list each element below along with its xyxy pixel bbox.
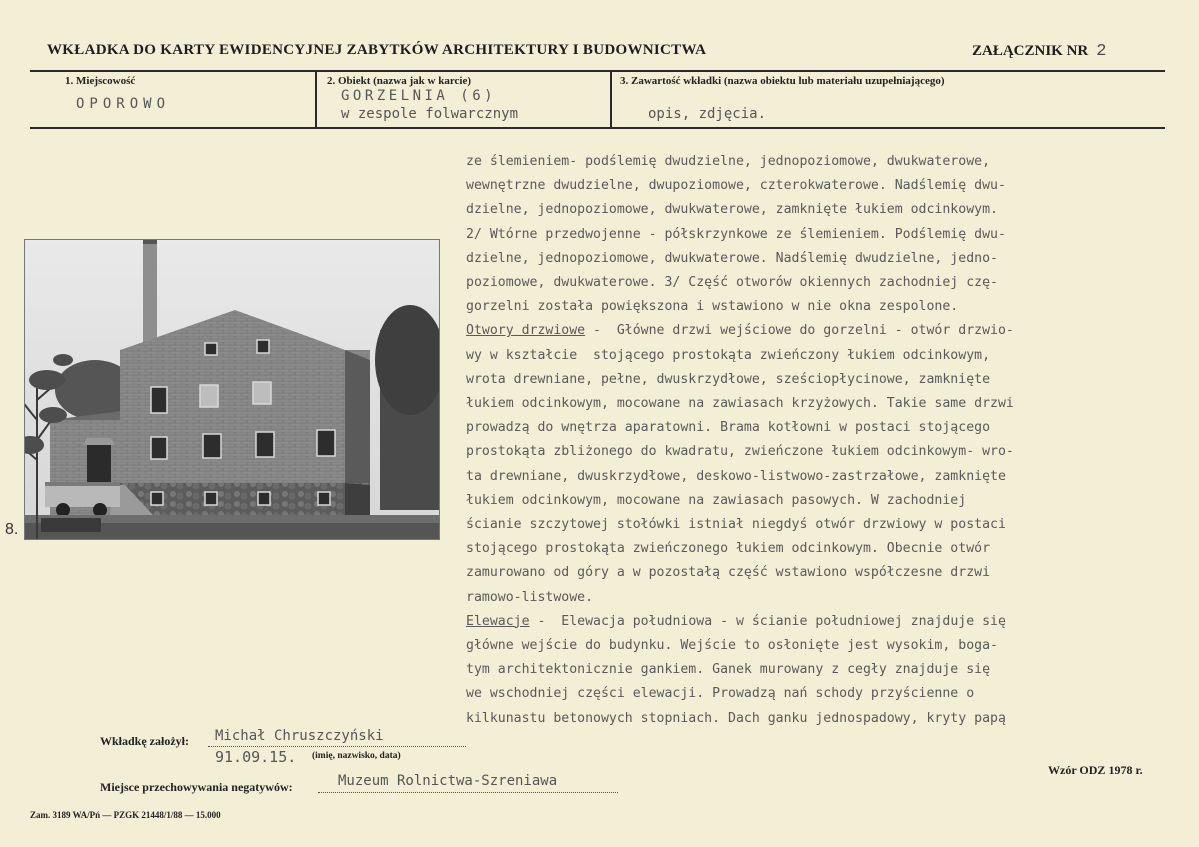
text-line: prowadzą do wnętrza aparatowni. Brama kotłowni w postaci stojącego: [466, 420, 991, 436]
form-title: WKŁADKA DO KARTY EWIDENCYJNEJ ZABYTKÓW ARCHITEKTURY I BUDOWNICTWA: [47, 42, 707, 58]
locality-value: OPOROWO: [76, 96, 171, 112]
text-line: dzielne, jednopoziomowe, dwukwaterowe. Nadślemię dwudzielne, jedno-: [466, 250, 998, 266]
text-line: 2/ Wtórne przedwojenne - półskrzynkowe ze ślemieniem. Podślemię dwu-: [466, 226, 1006, 242]
text-line: ścianie szczytowej stołówki istniał niegdyś otwór drzwiowy w postaci: [466, 517, 1006, 533]
text-line: ramowo-listwowe.: [466, 589, 594, 605]
text-line: łukiem odcinkowym, mocowane na zawiasach pasowych. W zachodniej: [466, 492, 967, 508]
text-line: we wschodniej części elewacji. Prowadzą nań schody przyścienne o: [466, 686, 975, 702]
header-rule-bottom: [30, 127, 1165, 129]
text-line-rest: - Główne drzwi wejściowe do gorzelni - otwór drzwio-: [585, 323, 1014, 339]
annex-label-text: ZAŁĄCZNIK NR: [972, 43, 1089, 59]
negatives-line: [318, 792, 618, 793]
text-line: zamurowano od góry a w pozostałą część wstawiono współczesne drzwi: [466, 565, 991, 581]
created-date: 91.09.15.: [215, 748, 297, 766]
text-line: ta drewniane, dwuskrzydłowe, deskowo-listwowo-zastrzałowe, zamknięte: [466, 468, 1006, 484]
created-by-name: Michał Chruszczyński: [215, 728, 384, 744]
field-divider-1: [315, 72, 317, 127]
text-line: gorzelni została powiększona i wstawiono w nie okna zespolone.: [466, 299, 959, 315]
distillery-photo-image: [25, 240, 439, 539]
negatives-location: Muzeum Rolnictwa-Szreniawa: [338, 773, 558, 789]
building-photo: [24, 239, 440, 540]
contents-value: opis, zdjęcia.: [648, 106, 767, 122]
text-line: wewnętrzne dwudzielne, dwupoziomowe, czterokwaterowe. Nadślemię dwu-: [466, 178, 1006, 194]
header-rule-top: [30, 70, 1165, 72]
description-text: [466, 150, 1166, 731]
text-line: łukiem odcinkowym, mocowane na zawiasach krzyżowych. Takie same drzwi: [466, 396, 1014, 412]
text-line: [466, 610, 1166, 634]
negatives-label: Miejsce przechowywania negatywów:: [100, 780, 293, 794]
field-divider-2: [610, 72, 612, 127]
text-line: ze ślemieniem- podślemię dwudzielne, jednopoziomowe, dwukwaterowe,: [466, 154, 991, 169]
text-line-rest: - Elewacja południowa - w ścianie południowej znajduje się: [529, 613, 1006, 629]
object-label: 2. Obiekt (nazwa jak w karcie): [327, 75, 472, 87]
text-line: kilkunastu betonowych stopniach. Dach ganku jednospadowy, kryty papą: [466, 710, 1006, 726]
text-line: tym architektonicznie gankiem. Ganek murowany z cegły znajduje się: [466, 662, 991, 678]
text-line: dzielne, jednopoziomowe, dwukwaterowe, zamknięte łukiem odcinkowym.: [466, 202, 998, 218]
object-context: w zespole folwarcznym: [341, 106, 519, 122]
annex-number: 2: [1096, 42, 1107, 61]
created-by-label: Wkładkę założył:: [100, 734, 189, 748]
text-line: wrota drewniane, pełne, dwuskrzydłowe, sześciopłycinowe, zamknięte: [466, 371, 991, 387]
form-version: Wzór ODZ 1978 r.: [1048, 763, 1143, 777]
photo-number: 8.: [5, 521, 19, 538]
object-value: GORZELNIA (6): [341, 88, 497, 104]
locality-label: 1. Miejscowość: [65, 75, 136, 87]
annex-label: [972, 42, 1106, 61]
text-line: stojącego prostokąta zwieńczonego łukiem odcinkowym. Obecnie otwór: [466, 541, 991, 557]
text-line: poziomowe, dwukwaterowe. 3/ Część otworów okiennych zachodniej czę-: [466, 275, 998, 291]
print-code: Zam. 3189 WA/Pń — PZGK 21448/1/88 — 15.000: [30, 810, 221, 820]
text-line: główne wejście do budynku. Wejście to osłonięte jest wysokim, boga-: [466, 638, 998, 654]
text-line: [466, 319, 1166, 343]
section-heading-elevations: Elewacje: [466, 613, 530, 629]
created-by-line: [208, 746, 466, 747]
section-heading-doors: Otwory drzwiowe: [466, 323, 586, 339]
contents-label: 3. Zawartość wkładki (nazwa obiektu lub materiału uzupełniającego): [620, 75, 945, 87]
created-hint: (imię, nazwisko, data): [312, 751, 401, 761]
text-line: prostokąta zbliżonego do kwadratu, zwieńczone łukiem odcinkowym- wro-: [466, 444, 1014, 460]
text-line: wy w kształcie stojącego prostokąta zwieńczony łukiem odcinkowym,: [466, 347, 991, 363]
